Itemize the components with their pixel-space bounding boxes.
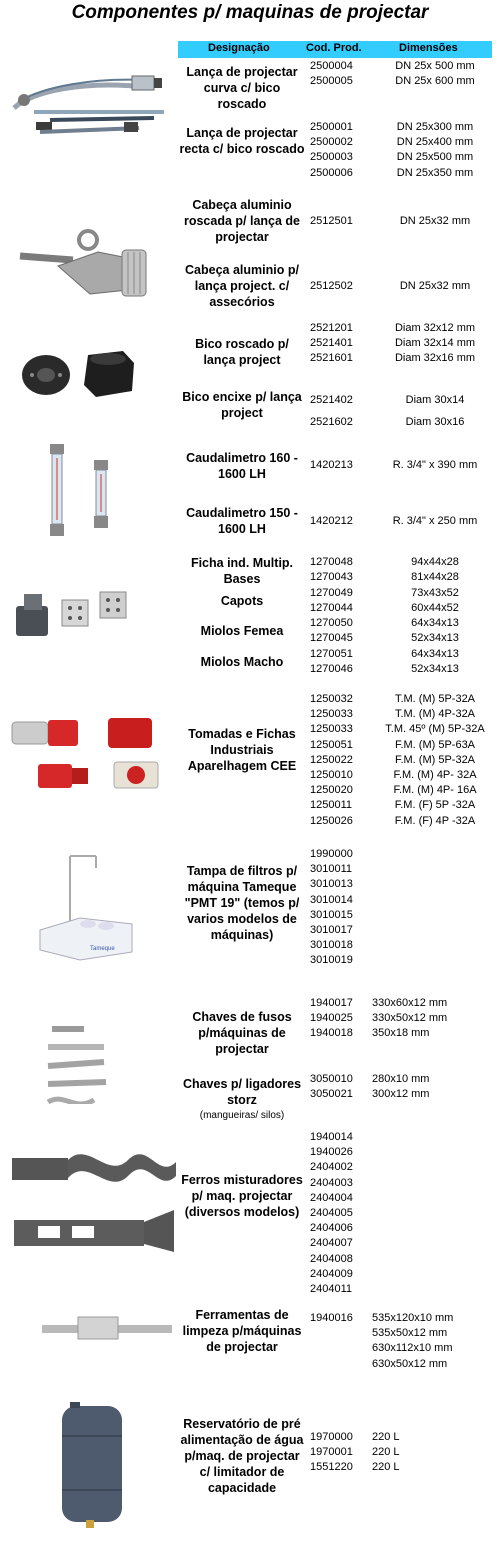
flowmeter-photo (42, 440, 122, 550)
item-codes: 1270048 1270043 (310, 556, 353, 584)
aluminium-head-photo (18, 228, 168, 308)
item-codes: 1940016 (310, 1312, 353, 1324)
item-dimensions: DN 25x300 mm DN 25x400 mm DN 25x500 mm DN 25x350 mm (396, 121, 474, 179)
item-codes: 1940017 1940025 1940018 (310, 997, 353, 1040)
item-codes: 1420213 (310, 459, 353, 471)
multipin-connector-photo (10, 588, 140, 650)
spindle-key-photo (44, 1022, 114, 1104)
item-dimensions: 280x10 mm 300x12 mm (372, 1073, 430, 1101)
table-header (178, 41, 492, 58)
water-reservoir-photo (56, 1402, 130, 1532)
item-codes: 2500001 2500002 2500003 2500006 (310, 121, 353, 179)
item-note: (mangueiras/ silos) (199, 1110, 285, 1121)
item-codes: 2500004 2500005 (310, 60, 353, 88)
header-dimensions: Dimensões (399, 42, 458, 54)
item-designation: Caudalimetro 160 - 1600 LH (186, 451, 298, 481)
page-title: Componentes p/ maquinas de projectar (71, 2, 429, 23)
nozzle-photo (18, 345, 138, 405)
header-code: Cod. Prod. (306, 42, 362, 54)
item-designation: Miolos Femea (200, 624, 284, 638)
item-codes: 2521201 2521401 2521601 (310, 322, 353, 365)
item-codes: 1940014 1940026 2404002 2404003 2404004 2404005 2404006 2404007 2404008 2404009 2404011 (310, 1131, 353, 1296)
item-designation: Tomadas e Fichas Industriais Aparelhagem CEE (187, 727, 297, 773)
item-codes: 1270049 1270044 (310, 587, 353, 615)
item-codes: 1420212 (310, 515, 353, 527)
item-codes: 1250032 1250033 1250033 1250051 1250022 1250010 1250020 1250011 1250026 (310, 693, 353, 827)
item-dimensions: 64x34x13 52x34x13 (411, 648, 459, 676)
item-codes: 1270051 1270046 (310, 648, 353, 676)
item-dimensions: Diam 30x14 Diam 30x16 (405, 394, 465, 428)
cleaning-tool-photo (38, 1313, 178, 1345)
item-designation: Cabeça aluminio p/ lança project. c/ assecórios (185, 263, 299, 309)
item-dimensions: 535x120x10 mm 535x50x12 mm 630x112x10 mm 630x50x12 mm (372, 1312, 454, 1370)
item-dimensions: DN 25x32 mm (399, 215, 471, 227)
item-designation: Capots (220, 594, 264, 608)
item-designation: Lança de projectar recta c/ bico roscado (179, 126, 305, 156)
tameque-watermark: Tameque (90, 946, 115, 952)
item-designation: Cabeça aluminio roscada p/ lança de projectar (183, 198, 301, 244)
item-dimensions: R. 3/4" x 390 mm (392, 459, 478, 471)
item-designation: Reservatório de pré alimentação de água p/maq. de projectar c/ limitador de capacidade (180, 1417, 304, 1495)
cee-plug-photo (8, 712, 168, 792)
item-dimensions: R. 3/4" x 250 mm (392, 515, 478, 527)
item-dimensions: 220 L 220 L 220 L (372, 1431, 400, 1474)
item-designation: Bico roscado p/ lança project (195, 337, 289, 367)
item-designation: Tampa de filtros p/ máquina Tameque "PMT 19" (temos p/ varios modelos de máquinas) (184, 864, 300, 942)
item-dimensions: 64x34x13 52x34x13 (411, 617, 459, 645)
item-designation: Lança de projectar curva c/ bico roscado (186, 65, 298, 111)
item-dimensions: 330x60x12 mm 330x50x12 mm 350x18 mm (372, 997, 448, 1040)
item-dimensions: DN 25x32 mm (399, 280, 471, 292)
item-codes: 3050010 3050021 (310, 1073, 353, 1101)
item-codes: 1990000 3010011 3010013 3010014 3010015 3010017 3010018 3010019 (310, 848, 353, 967)
item-codes: 2512502 (310, 280, 353, 292)
header-designation: Designação (208, 42, 270, 54)
item-dimensions: T.M. (M) 5P-32A T.M. (M) 4P-32A T.M. 45º (M) 5P-32A F.M. (M) 5P-63A F.M. (M) 5P-32A F.M. (M) 4P- 32A F.M. (M) 4P- 16A F.M. (F) 5P -32A F.M. (F) 4P -32A (385, 693, 485, 827)
item-designation: Chaves p/ ligadores storz (mangueiras/ silos) (178, 1076, 306, 1124)
item-dimensions: DN 25x 500 mm DN 25x 600 mm (395, 60, 475, 88)
item-dimensions: 94x44x28 81x44x28 (411, 556, 459, 584)
item-designation: Miolos Macho (200, 655, 284, 669)
item-codes: 2521402 2521602 (310, 394, 353, 428)
item-designation: Ferramentas de limpeza p/máquinas de projectar (182, 1308, 302, 1354)
item-dimensions: 73x43x52 60x44x52 (411, 587, 459, 615)
item-designation: Chaves de fusos p/máquinas de projectar (192, 1010, 292, 1056)
filter-lid-photo (36, 852, 136, 964)
item-designation: Bico encixe p/ lança project (182, 390, 302, 420)
item-dimensions: Diam 32x12 mm Diam 32x14 mm Diam 32x16 mm (394, 322, 476, 365)
item-designation: Ficha ind. Multip. Bases (190, 556, 294, 586)
item-codes: 1270050 1270045 (310, 617, 353, 645)
mixing-iron-photo (8, 1140, 178, 1270)
item-codes: 1970000 1970001 1551220 (310, 1431, 353, 1474)
spray-lance-photo (4, 60, 174, 138)
item-designation: Ferros misturadores p/ maq. projectar (diversos modelos) (181, 1173, 303, 1219)
item-codes: 2512501 (310, 215, 353, 227)
item-designation: Caudalimetro 150 - 1600 LH (186, 506, 298, 536)
